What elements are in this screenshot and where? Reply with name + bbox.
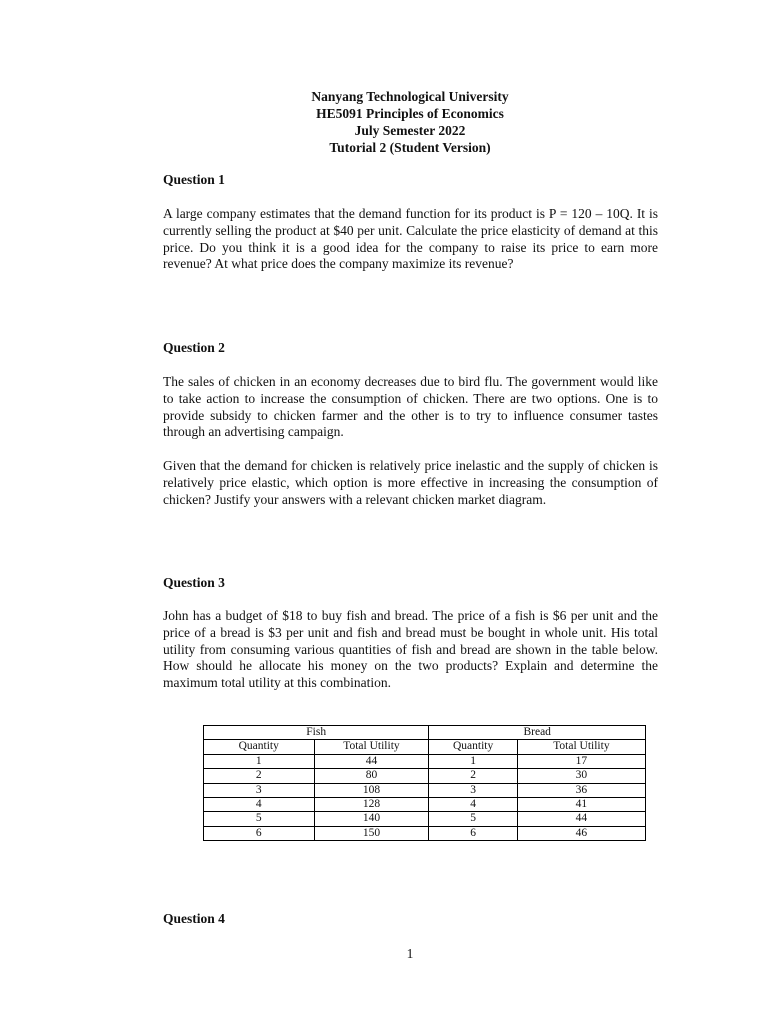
university-name: Nanyang Technological University: [311, 89, 509, 104]
column-header: Quantity: [429, 740, 517, 754]
table-cell: 6: [429, 826, 517, 840]
table-cell: 1: [204, 754, 315, 768]
column-header: Total Utility: [314, 740, 429, 754]
course-title: HE5091 Principles of Economics: [316, 106, 504, 121]
question-3-text: John has a budget of $18 to buy fish and bread. The price of a fish is $6 per unit and the price of a bread is $3 per unit and fish and bread must be bought in whole unit. His total utility from consuming various quantities of fish and bread are shown in the table below. How should he allocate his money on the two products? Explain and determine the maximum total utility at this combination.: [163, 608, 658, 691]
question-1-heading: Question 1: [163, 172, 225, 187]
table-cell: 5: [429, 812, 517, 826]
table-cell: 2: [429, 769, 517, 783]
table-row: [204, 798, 646, 812]
table-cell: 1: [429, 754, 517, 768]
table-cell: 17: [517, 754, 645, 768]
table-cell: 128: [314, 798, 429, 812]
table-cell: 30: [517, 769, 645, 783]
table-row: [204, 826, 646, 840]
table-row: [204, 754, 646, 768]
table-cell: 44: [517, 812, 645, 826]
table-row: [204, 783, 646, 797]
table-cell: 41: [517, 798, 645, 812]
table-cell: 5: [204, 812, 315, 826]
table-cell: 3: [429, 783, 517, 797]
table-cell: 36: [517, 783, 645, 797]
utility-table: [203, 725, 646, 841]
page-number: 1: [406, 946, 414, 961]
question-3-heading: Question 3: [163, 575, 225, 590]
bread-group-header: Bread: [429, 726, 646, 740]
table-row: [204, 769, 646, 783]
table-cell: 4: [204, 798, 315, 812]
table-row: [204, 812, 646, 826]
tutorial-title: Tutorial 2 (Student Version): [329, 140, 491, 155]
table-cell: 3: [204, 783, 315, 797]
table-cell: 6: [204, 826, 315, 840]
question-2-text-1: The sales of chicken in an economy decreases due to bird flu. The government would like to take action to increase the consumption of chicken. There are two options. One is to provide subsidy to chicken farmer and the other is to try to influence consumer tastes through an advertising campaign.: [163, 374, 658, 440]
table-column-header: [204, 740, 646, 754]
table-cell: 2: [204, 769, 315, 783]
table-cell: 80: [314, 769, 429, 783]
fish-group-header: Fish: [204, 726, 429, 740]
table-cell: 44: [314, 754, 429, 768]
column-header: Quantity: [204, 740, 315, 754]
table-cell: 46: [517, 826, 645, 840]
document-header: [0, 88, 768, 156]
question-2-text-2: Given that the demand for chicken is relatively price inelastic and the supply of chicken is relatively price elastic, which option is more effective in increasing the consumption of chicken? Justify your answers with a relevant chicken market diagram.: [163, 458, 658, 507]
table-group-header: [204, 726, 646, 740]
column-header: Total Utility: [517, 740, 645, 754]
question-2-heading: Question 2: [163, 340, 225, 355]
table-cell: 150: [314, 826, 429, 840]
table-cell: 140: [314, 812, 429, 826]
table-cell: 4: [429, 798, 517, 812]
table-cell: 108: [314, 783, 429, 797]
semester-label: July Semester 2022: [354, 123, 466, 138]
question-1-text: A large company estimates that the demand function for its product is P = 120 – 10Q. It is currently selling the product at $40 per unit. Calculate the price elasticity of demand at this price. Do you think it is a good idea for the company to raise its price to earn more revenue? At what price does the company maximize its revenue?: [163, 206, 658, 272]
question-4-heading: Question 4: [163, 911, 225, 926]
